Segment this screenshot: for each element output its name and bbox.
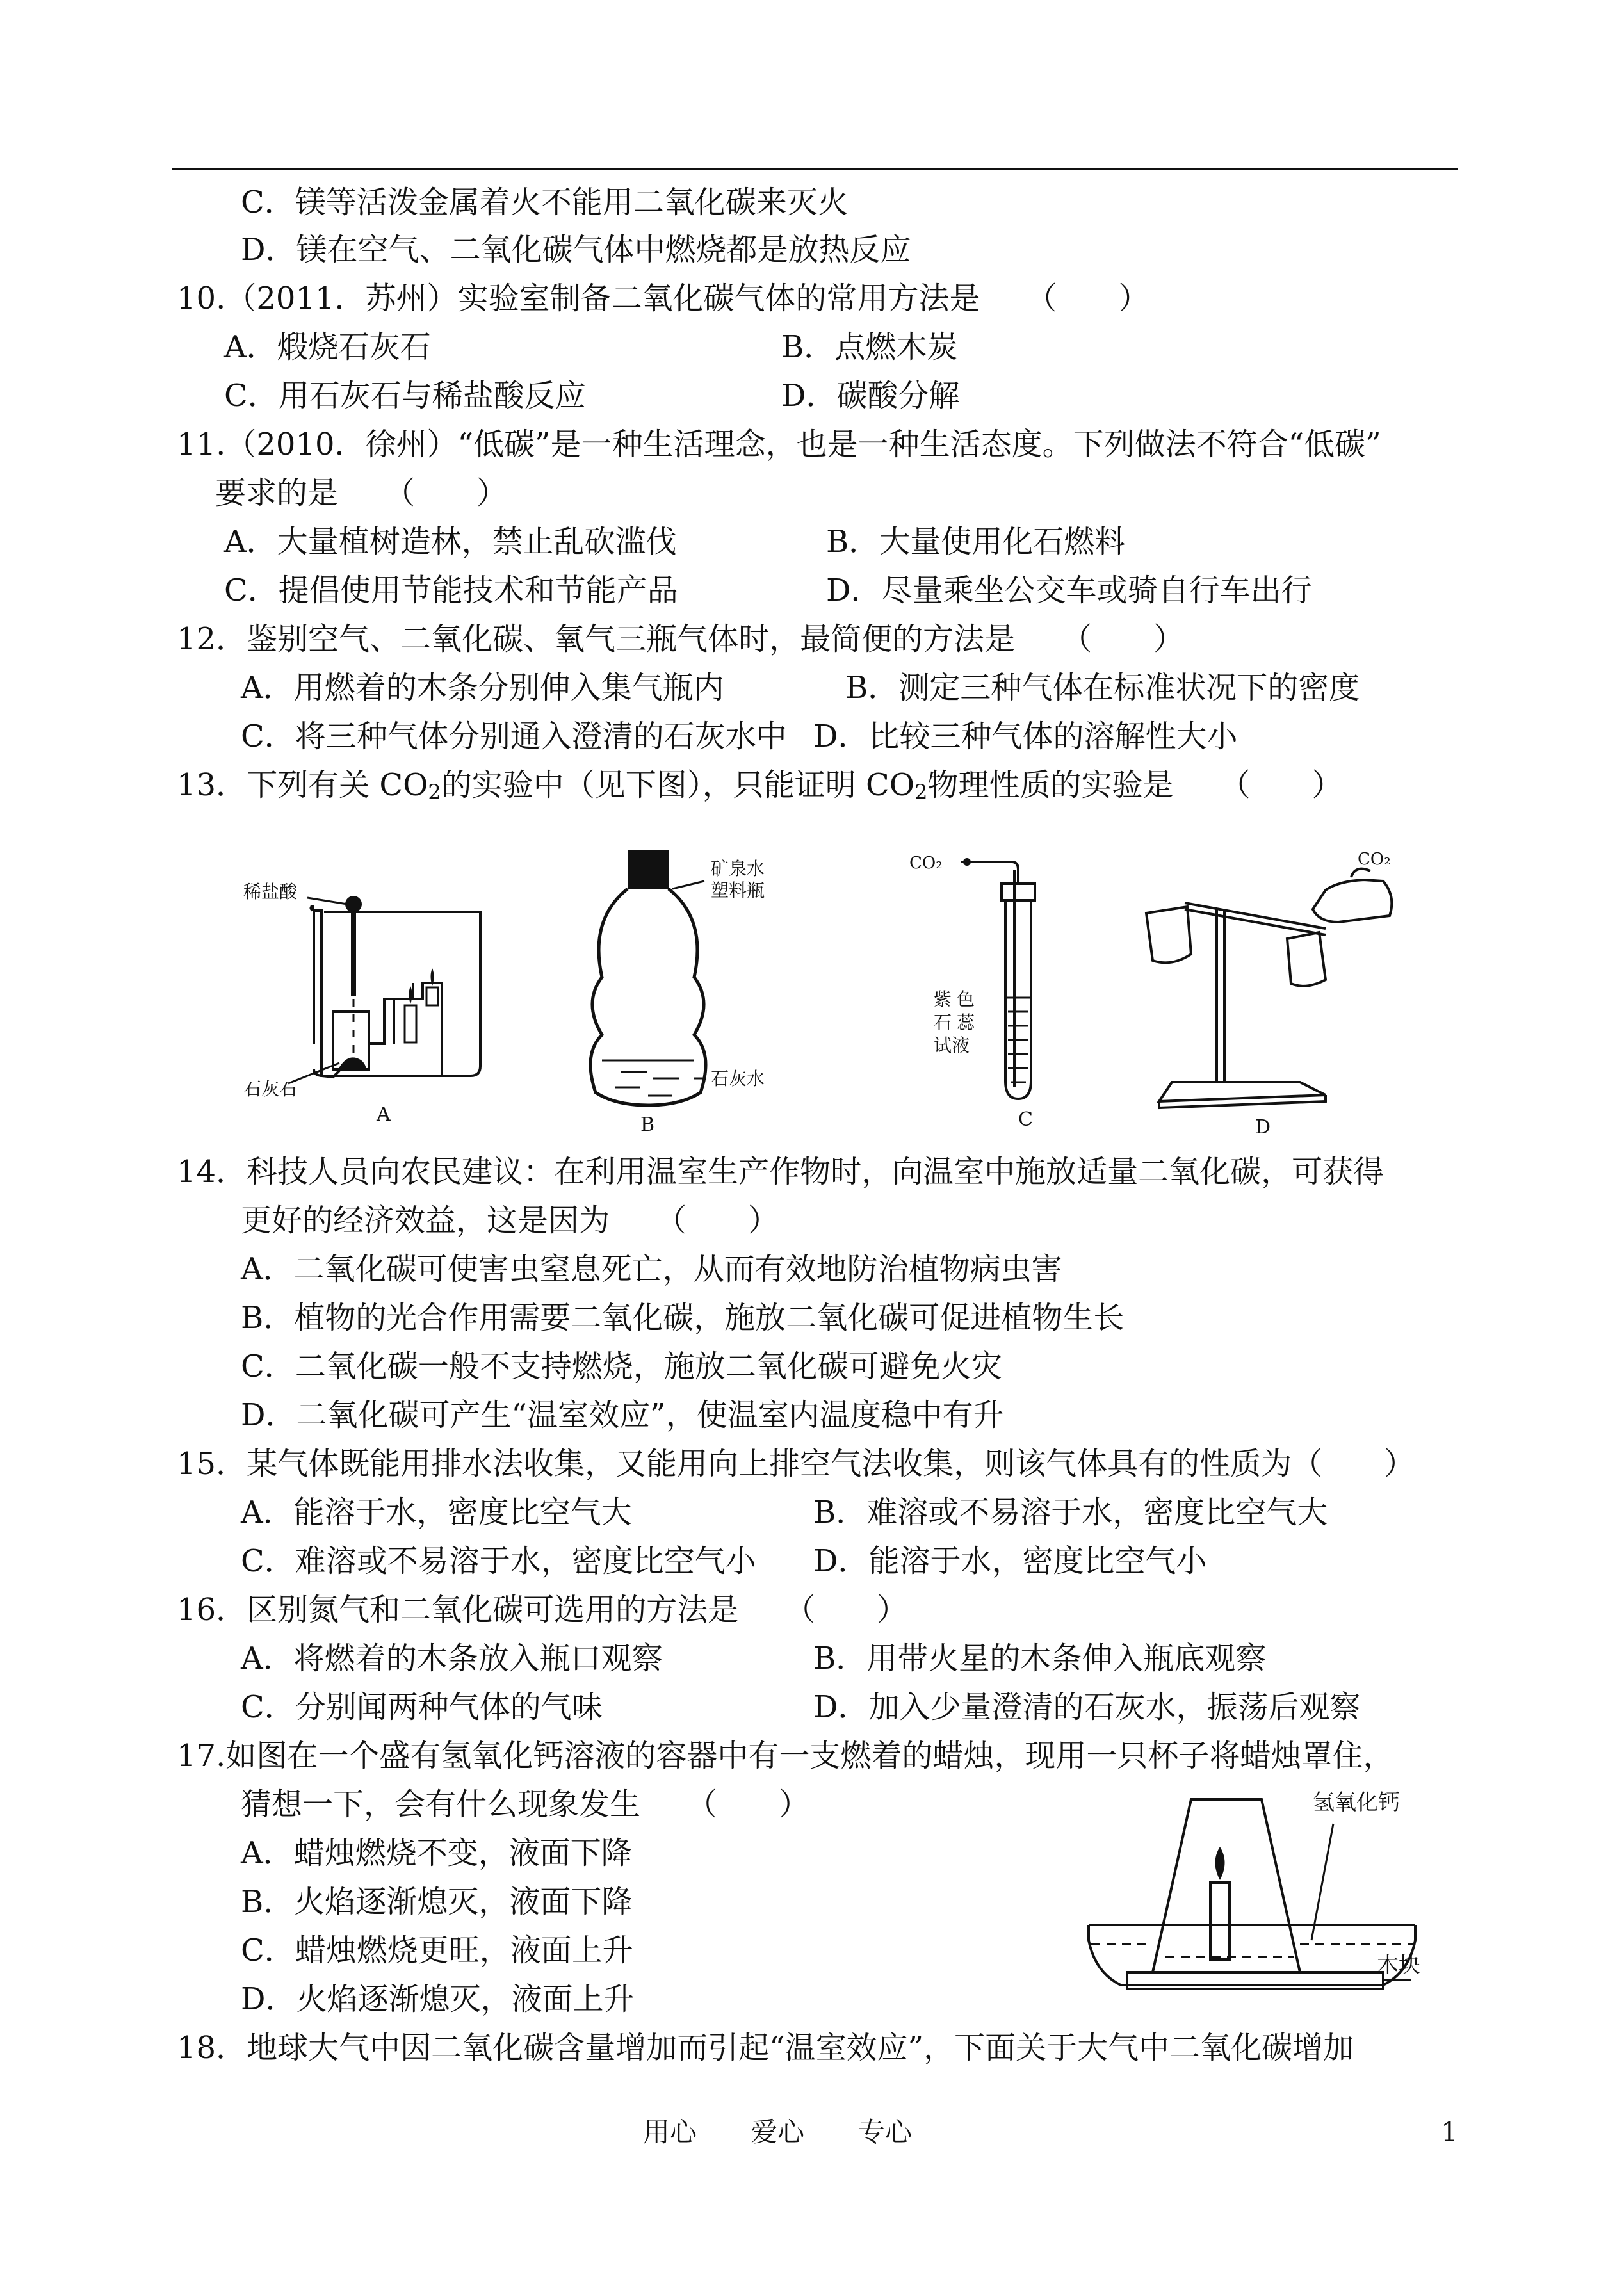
page-number: 1 — [1441, 2116, 1458, 2148]
q16-option-d: D．加入少量澄清的石灰水，振荡后观察 — [813, 1689, 1361, 1725]
q13-stem — [177, 766, 1343, 804]
q17-fig-label-caoh2: 氢氧化钙 — [1313, 1790, 1400, 1815]
footer-motto: 用心 爱心 专心 — [643, 2116, 913, 2148]
q16-stem: 16．区别氮气和二氧化碳可选用的方法是 （ ） — [177, 1592, 908, 1628]
fig-c-label-5: 试液 — [934, 1035, 970, 1056]
q15-stem: 15．某气体既能用排水法收集，又能用向上排空气法收集，则该气体具有的性质为（ ） — [177, 1446, 1415, 1482]
fig-a-label-limestone: 石灰石 — [243, 1078, 298, 1099]
fig-c-label-1: 紫 — [934, 989, 952, 1010]
q13-figure-b — [576, 849, 807, 1136]
q17-option-b: B．火焰逐渐熄灭，液面下降 — [241, 1884, 633, 1920]
q17-option-a: A．蜡烛燃烧不变，液面下降 — [241, 1835, 632, 1871]
q16-option-c: C．分别闻两种气体的气味 — [241, 1689, 603, 1725]
q17-stem-line1: 17.如图在一个盛有氢氧化钙溶液的容器中有一支燃着的蜡烛，现用一只杯子将蜡烛罩住， — [177, 1738, 1394, 1774]
q13-figure-a — [231, 852, 487, 1127]
fig-d-label-co2: CO₂ — [1358, 850, 1391, 869]
q17-stem-line2: 猜想一下，会有什么现象发生 （ ） — [241, 1787, 810, 1822]
q11-option-a: A．大量植树造林，禁止乱砍滥伐 — [224, 524, 677, 560]
q13-subscript-2: 2 — [914, 780, 928, 804]
header-rule — [172, 168, 1458, 170]
q11-option-d: D．尽量乘坐公交车或骑自行车出行 — [826, 572, 1312, 608]
q13-stem-part3: 物理性质的实验是 （ ） — [927, 767, 1343, 803]
q18-stem-line1: 18．地球大气中因二氧化碳含量增加而引起“温室效应”，下面关于大气中二氧化碳增加 — [177, 2030, 1354, 2066]
q11-option-c: C．提倡使用节能技术和节能产品 — [224, 572, 678, 608]
q17-fig-label-wood: 木块 — [1377, 1952, 1420, 1978]
q14-option-b: B．植物的光合作用需要二氧化碳，施放二氧化碳可促进植物生长 — [241, 1300, 1125, 1336]
q9-option-d: D．镁在空气、二氧化碳气体中燃烧都是放热反应 — [241, 232, 911, 268]
q14-option-a: A．二氧化碳可使害虫窒息死亡，从而有效地防治植物病虫害 — [241, 1251, 1062, 1287]
q13-stem-part2: 的实验中（见下图），只能证明 CO — [441, 767, 915, 803]
q10-stem: 10.（2011．苏州）实验室制备二氧化碳气体的常用方法是 （ ） — [177, 280, 1149, 316]
q16-option-a: A．将燃着的木条放入瓶口观察 — [241, 1641, 663, 1676]
q12-option-b: B．测定三种气体在标准状况下的密度 — [845, 670, 1360, 706]
fig-c-letter: C — [1018, 1108, 1033, 1131]
q12-option-c: C．将三种气体分别通入澄清的石灰水中 — [241, 718, 787, 754]
q14-stem-line2: 更好的经济效益，这是因为 （ ） — [241, 1203, 779, 1238]
q14-stem-line1: 14．科技人员向农民建议：在利用温室生产作物时，向温室中施放适量二氧化碳，可获得 — [177, 1154, 1384, 1190]
fig-b-letter: B — [640, 1114, 655, 1136]
q11-stem-line2: 要求的是 （ ） — [215, 475, 508, 511]
q15-option-d: D．能溶于水，密度比空气小 — [813, 1543, 1207, 1579]
q15-option-c: C．难溶或不易溶于水，密度比空气小 — [241, 1543, 756, 1579]
q10-option-b: B．点燃木炭 — [781, 329, 958, 365]
q15-option-b: B．难溶或不易溶于水，密度比空气大 — [813, 1495, 1328, 1530]
q11-option-b: B．大量使用化石燃料 — [826, 524, 1126, 560]
q12-option-a: A．用燃着的木条分别伸入集气瓶内 — [241, 670, 724, 706]
fig-c-label-3: 石 — [934, 1012, 952, 1033]
q13-figure-d — [1133, 839, 1428, 1140]
q14-option-c: C．二氧化碳一般不支持燃烧，施放二氧化碳可避免火灾 — [241, 1349, 1002, 1384]
q17-figure — [1082, 1780, 1441, 2011]
fig-a-label-acid: 稀盐酸 — [243, 881, 298, 902]
fig-c-label-4: 蕊 — [957, 1012, 975, 1033]
q10-option-a: A．煅烧石灰石 — [224, 329, 431, 365]
q9-option-c: C．镁等活泼金属着火不能用二氧化碳来灭火 — [241, 184, 849, 220]
q17-option-c: C．蜡烛燃烧更旺，液面上升 — [241, 1933, 633, 1968]
fig-d-letter: D — [1255, 1116, 1271, 1139]
q11-stem-line1: 11.（2010．徐州）“低碳”是一种生活理念，也是一种生活态度。下列做法不符合“低碳” — [177, 426, 1381, 462]
q12-option-d: D．比较三种气体的溶解性大小 — [813, 718, 1238, 754]
q15-option-a: A．能溶于水，密度比空气大 — [241, 1495, 632, 1530]
q13-stem-part1: 13．下列有关 CO — [177, 767, 428, 803]
fig-c-label-2: 色 — [957, 989, 975, 1010]
fig-b-label-bottle1: 矿泉水 — [711, 858, 765, 879]
q13-figure-c — [909, 844, 1101, 1139]
q10-option-d: D．碳酸分解 — [781, 378, 960, 414]
q16-option-b: B．用带火星的木条伸入瓶底观察 — [813, 1641, 1267, 1676]
q13-subscript-1: 2 — [428, 780, 441, 804]
fig-c-label-co2: CO₂ — [909, 854, 943, 873]
fig-b-label-bottle2: 塑料瓶 — [711, 880, 765, 901]
fig-a-letter: A — [377, 1103, 391, 1126]
q12-stem: 12．鉴别空气、二氧化碳、氧气三瓶气体时，最简便的方法是 （ ） — [177, 621, 1185, 657]
q17-option-d: D．火焰逐渐熄灭，液面上升 — [241, 1981, 635, 2017]
q10-option-c: C．用石灰石与稀盐酸反应 — [224, 378, 586, 414]
q14-option-d: D．二氧化碳可产生“温室效应”，使温室内温度稳中有升 — [241, 1397, 1004, 1433]
fig-b-label-limewater: 石灰水 — [711, 1068, 765, 1089]
